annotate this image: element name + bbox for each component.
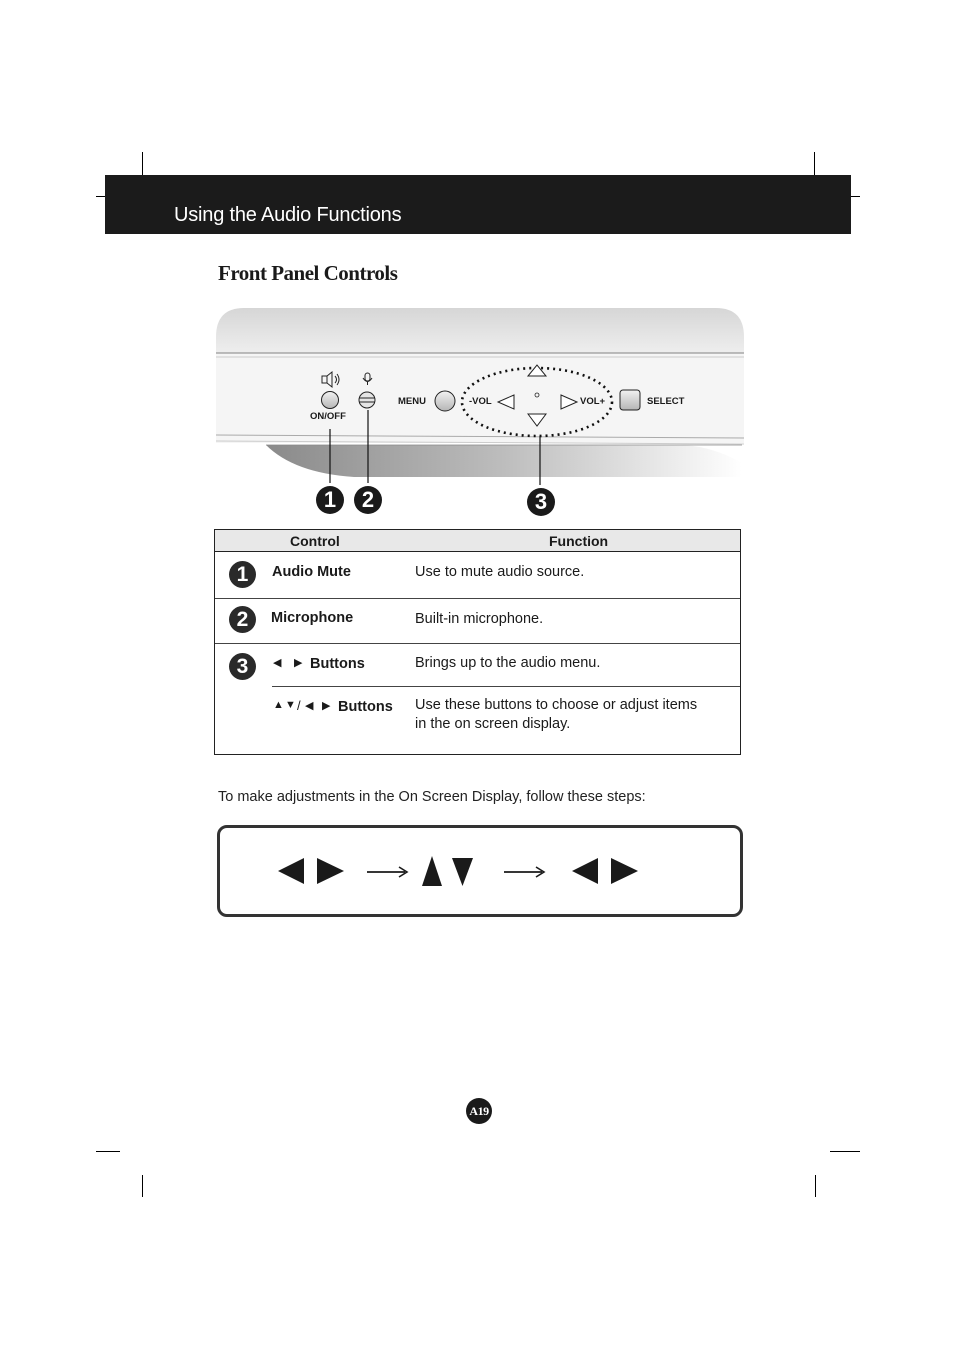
step3-left-arrow-icon (572, 858, 598, 884)
function-all-direction-line1: Use these buttons to choose or adjust items (415, 697, 698, 713)
triangle-right-icon: ▶ (294, 657, 303, 669)
control-left-right-buttons: Buttons (310, 656, 365, 672)
step2-up-arrow-icon (422, 856, 443, 886)
flow-arrow-icon (504, 867, 544, 877)
section-title: Front Panel Controls (218, 261, 398, 285)
row-number-3: 3 (229, 653, 256, 680)
row-divider (215, 643, 740, 644)
slash-separator: / (297, 698, 301, 713)
function-audio-mute: Use to mute audio source. (415, 564, 585, 580)
triangle-right-icon: ▶ (322, 700, 331, 712)
step2-down-arrow-icon (452, 858, 473, 886)
function-all-direction-line2: in the on screen display. (415, 716, 571, 732)
control-all-direction-buttons: Buttons (338, 699, 393, 715)
crop-mark-top-right-h (851, 196, 860, 197)
crop-mark-top-right-v (814, 152, 815, 175)
row-divider (272, 686, 740, 687)
control-microphone: Microphone (271, 610, 354, 626)
step1-left-arrow-icon (278, 858, 304, 884)
page-number-badge: A19 (466, 1098, 492, 1124)
crop-mark-top-left-v (142, 152, 143, 175)
table-header (215, 530, 740, 552)
callout-2: 2 (354, 486, 382, 514)
header-function: Function (549, 533, 609, 549)
callout-1: 1 (316, 486, 344, 514)
triangle-down-icon: ▼ (285, 699, 296, 711)
crop-mark-bottom-right-h (830, 1151, 860, 1152)
controls-table (214, 529, 741, 755)
triangle-up-icon: ▲ (273, 699, 284, 711)
row-number-1: 1 (229, 561, 256, 588)
header-control: Control (290, 533, 340, 549)
on-off-label: ON/OFF (310, 411, 346, 422)
triangle-left-icon: ◀ (305, 700, 314, 712)
crop-mark-bottom-right-v (815, 1175, 816, 1197)
page-title: Using the Audio Functions (174, 204, 402, 226)
vol-plus-label: VOL+ (580, 396, 606, 407)
control-audio-mute: Audio Mute (272, 564, 351, 580)
vol-minus-label: -VOL (469, 396, 492, 407)
step1-right-arrow-icon (317, 858, 344, 884)
crop-mark-bottom-left-h (96, 1151, 120, 1152)
select-label: SELECT (647, 396, 685, 407)
front-panel-illustration (214, 305, 746, 537)
crop-mark-top-left-h (96, 196, 105, 197)
crop-mark-bottom-left-v (142, 1175, 143, 1197)
function-microphone: Built-in microphone. (415, 611, 544, 627)
menu-label: MENU (398, 396, 426, 407)
row-divider (215, 598, 740, 599)
row-number-2: 2 (229, 606, 256, 633)
function-left-right-buttons: Brings up to the audio menu. (415, 655, 601, 671)
instructions-intro: To make adjustments in the On Screen Display, follow these steps: (218, 789, 646, 805)
step3-right-arrow-icon (611, 858, 638, 884)
callout-3: 3 (527, 488, 555, 516)
triangle-left-icon: ◀ (273, 657, 282, 669)
flow-arrow-icon (367, 867, 407, 877)
steps-illustration (270, 848, 650, 894)
